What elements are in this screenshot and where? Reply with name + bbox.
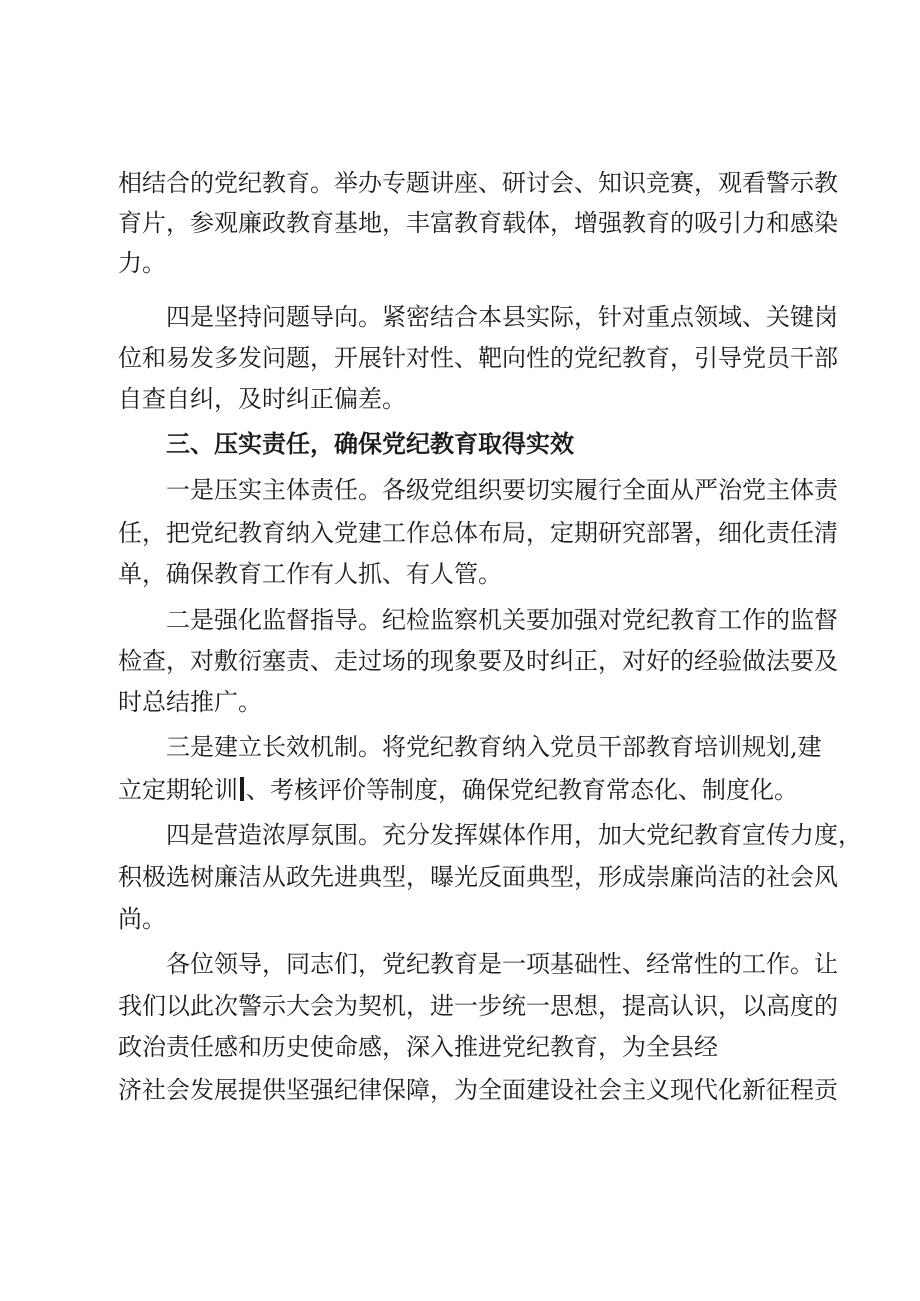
text-line: 政治责任感和历史使命感，深入推进党纪教育，为全县经 xyxy=(118,1033,718,1061)
text-line: 积极选树廉洁从政先进典型，曝光反面典型，形成崇廉尚洁的社会风 xyxy=(118,863,838,891)
text-line: 我们以此次警示大会为契机，进一步统一思想，提高认识，以高度的 xyxy=(118,992,838,1020)
text-line: 各位领导，同志们，党纪教育是一项基础性、经常性的工作。让 xyxy=(166,950,838,978)
text-line: 单，确保教育工作有人抓、有人管。 xyxy=(118,560,502,588)
section-heading: 三、压实责任，确保党纪教育取得实效 xyxy=(166,430,574,458)
text-line: 自查自纠，及时纠正偏差。 xyxy=(118,385,406,413)
text-line: 济社会发展提供坚强纪律保障，为全面建设社会主义现代化新征程贡 xyxy=(118,1076,838,1104)
text-line: 尚。 xyxy=(118,905,166,933)
text-line: 二是强化监督指导。纪检监察机关要加强对党纪教育工作的监督 xyxy=(166,606,838,634)
text-line: 育片，参观廉政教育基地，丰富教育载体，增强教育的吸引力和感染 xyxy=(118,209,838,237)
text-line: 相结合的党纪教育。举办专题讲座、研讨会、知识竞赛，观看警示教 xyxy=(118,169,838,197)
text-line: 任，把党纪教育纳入党建工作总体布局，定期研究部署，细化责任清 xyxy=(118,519,838,547)
text-line: 力。 xyxy=(118,249,166,277)
text-line xyxy=(118,770,818,810)
text-cursor-mark xyxy=(240,777,244,801)
text-line: 四是坚持问题导向。紧密结合本县实际，针对重点领域、关键岗 xyxy=(166,303,838,331)
text-segment: 立定期轮训 xyxy=(118,776,238,804)
text-line: 位和易发多发问题，开展针对性、靶向性的党纪教育，引导党员干部 xyxy=(118,344,838,372)
text-line: 时总结推广。 xyxy=(118,688,262,716)
text-line: 三是建立长效机制。将党纪教育纳入党员干部教育培训规划,建 xyxy=(166,733,822,761)
text-segment: 、考核评价等制度，确保党纪教育常态化、制度化。 xyxy=(246,776,798,804)
text-line: 一是压实主体责任。各级党组织要切实履行全面从严治党主体责 xyxy=(166,476,838,504)
text-line: 四是营造浓厚氛围。充分发挥媒体作用，加大党纪教育宣传力度， xyxy=(166,821,862,849)
text-line: 检查，对敷衍塞责、走过场的现象要及时纠正，对好的经验做法要及 xyxy=(118,647,838,675)
